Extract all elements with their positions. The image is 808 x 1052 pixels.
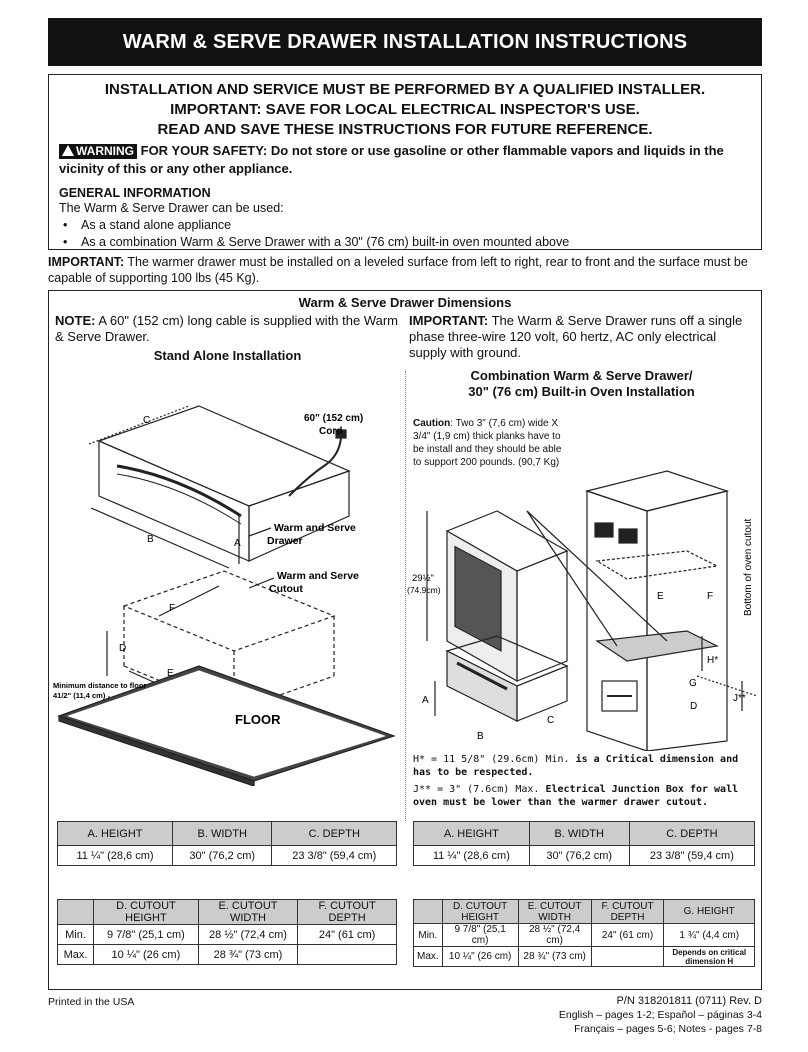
- electrical-note: [409, 313, 754, 361]
- table-header: A. HEIGHT: [58, 822, 173, 846]
- headline-2: IMPORTANT: SAVE FOR LOCAL ELECTRICAL INSPECTOR'S USE.: [170, 101, 640, 118]
- list-item: • As a combination Warm & Serve Drawer with a 30" (76 cm) built-in oven mounted above: [59, 234, 751, 251]
- note-label: NOTE:: [55, 313, 96, 328]
- dimensions-title: Warm & Serve Drawer Dimensions: [298, 295, 512, 310]
- table-row: [58, 846, 397, 866]
- right-cutout-table: [413, 899, 755, 967]
- cabinet-side: [647, 491, 727, 751]
- general-info-intro: The Warm & Serve Drawer can be used:: [59, 201, 284, 215]
- combo-label-b: B: [477, 731, 484, 742]
- electrical-label: IMPORTANT:: [409, 313, 489, 328]
- language-pages-1: English – pages 1-2; Español – páginas 3-4: [558, 1009, 762, 1021]
- table-cell: 30" (76,2 cm): [173, 846, 272, 866]
- list-item: • As a stand alone appliance: [59, 217, 751, 234]
- dim-line-c: [89, 406, 189, 444]
- table-row: [414, 947, 755, 967]
- label-c: C: [143, 415, 151, 426]
- table-header: E. CUTOUT WIDTH: [198, 900, 297, 925]
- drawer-handle-lower: [117, 474, 241, 524]
- table-header: F. CUTOUT DEPTH: [591, 900, 664, 924]
- table-cell: 9 7/8" (25,1 cm): [442, 924, 518, 947]
- combo-label-e: E: [657, 591, 664, 602]
- cutout-opening: [597, 551, 717, 579]
- caution-text: : Two 3" (7,6 cm) wide X 3/4" (1,9 cm) thick planks have to be install and they should be able to support 200 pounds. (90,7 Kg): [413, 418, 562, 468]
- support-planks: [597, 631, 717, 661]
- footer-printed: Printed in the USA: [48, 996, 135, 1008]
- drawer-side: [249, 471, 349, 561]
- warning-triangle-icon: [62, 145, 74, 156]
- row-label: Min.: [58, 925, 94, 945]
- table-cell: 11 ¼" (28,6 cm): [414, 846, 530, 866]
- table-header: A. HEIGHT: [414, 822, 530, 846]
- safety-box: [48, 74, 762, 250]
- table-cell: 30" (76,2 cm): [529, 846, 629, 866]
- table-cell: 28 ¾" (73 cm): [518, 947, 591, 967]
- label-d: D: [119, 643, 127, 654]
- combo-label-j: J**: [733, 693, 746, 704]
- cable-note: [55, 313, 400, 345]
- row-label: Min.: [414, 924, 443, 947]
- headline-1: INSTALLATION AND SERVICE MUST BE PERFORMED BY A QUALIFIED INSTALLER.: [104, 81, 706, 98]
- combo-label-f: F: [707, 591, 714, 602]
- table-cell: 28 ¾" (73 cm): [198, 945, 297, 965]
- cord-line: [289, 438, 341, 496]
- electrical-text: The Warm & Serve Drawer runs off a single phase three-wire 120 volt, 60 hertz, AC only electrical supply with ground.: [409, 313, 743, 360]
- language-pages-2: Français – pages 5-6; Notes - pages 7-8: [574, 1023, 762, 1035]
- footer-info: [559, 994, 762, 1036]
- label-f: F: [169, 603, 176, 614]
- table-cell: 24" (61 cm): [591, 924, 664, 947]
- table-header: E. CUTOUT WIDTH: [518, 900, 591, 924]
- bottom-cutout-label: Bottom of oven cutout: [743, 518, 754, 616]
- h-note: [413, 753, 753, 779]
- row-label: Max.: [58, 945, 94, 965]
- combo-title-line-1: Combination Warm & Serve Drawer/: [470, 368, 693, 383]
- combo-title: [409, 368, 754, 400]
- warning-line: [59, 142, 751, 178]
- table-cell: [298, 945, 397, 965]
- table-header: C. DEPTH: [272, 822, 397, 846]
- row-label: Max.: [414, 947, 443, 967]
- warning-badge: [59, 144, 137, 159]
- headline-3: READ AND SAVE THESE INSTRUCTIONS FOR FUTURE REFERENCE.: [157, 121, 653, 138]
- caution-label: Caution: [413, 418, 451, 429]
- left-cutout-table: [57, 899, 397, 965]
- left-dimension-table: [57, 821, 397, 866]
- combo-label-h: H*: [707, 655, 719, 666]
- cabinet-top: [587, 471, 727, 511]
- stand-alone-title: Stand Alone Installation: [153, 348, 302, 363]
- table-cell: 23 3/8" (59,4 cm): [272, 846, 397, 866]
- cutout-label-2: Cutout: [269, 583, 303, 595]
- right-dimension-table: [413, 821, 755, 866]
- oven-side: [517, 551, 567, 681]
- table-cell: Depends on critical dimension H: [664, 947, 755, 967]
- min-label-2: 41/2" (11,4 cm): [53, 691, 106, 700]
- height-label-2: (74.9cm): [407, 585, 441, 595]
- cabinet-door-right: [619, 529, 637, 543]
- important-level-note: [48, 254, 762, 286]
- table-header-blank: [414, 900, 443, 924]
- table-cell: 23 3/8" (59,4 cm): [629, 846, 754, 866]
- combo-title-line-2: 30" (76 cm) Built-in Oven Installation: [468, 384, 695, 399]
- h-note-bold: is a Critical dimension and has to be respected.: [413, 754, 739, 778]
- combo-label-a: A: [422, 695, 429, 706]
- combo-label-c: C: [547, 715, 555, 726]
- table-row: [414, 924, 755, 947]
- table-header: B. WIDTH: [173, 822, 272, 846]
- stand-alone-diagram: [49, 366, 399, 786]
- drawer-front: [99, 441, 249, 561]
- important-text: The warmer drawer must be installed on a leveled surface from left to right, rear to front and the surface must be capable of supporting 100 lbs (45 Kg).: [48, 255, 748, 285]
- cutout-label-1: Warm and Serve: [277, 570, 359, 582]
- table-cell: 1 ¾" (4,4 cm): [664, 924, 755, 947]
- j-note-prefix: J** = 3" (7.6cm) Max.: [413, 784, 540, 795]
- combo-label-g: G: [689, 678, 697, 689]
- table-header-blank: [58, 900, 94, 925]
- page-banner: WARM & SERVE DRAWER INSTALLATION INSTRUCTIONS: [48, 18, 762, 66]
- table-row: [58, 925, 397, 945]
- table-cell: 11 ¼" (28,6 cm): [58, 846, 173, 866]
- j-note: [413, 783, 753, 809]
- label-e: E: [167, 668, 174, 679]
- h-note-prefix: H* = 11 5/8" (29.6cm) Min.: [413, 754, 570, 765]
- combo-label-d: D: [690, 701, 698, 712]
- dim-line-b: [91, 508, 229, 568]
- table-cell: 9 7/8" (25,1 cm): [94, 925, 199, 945]
- warning-text: FOR YOUR SAFETY: Do not store or use gasoline or other flammable vapors and liquids in the vicinity of this or any other appliance.: [59, 143, 724, 176]
- height-label-1: 29½": [412, 573, 434, 584]
- table-header: B. WIDTH: [529, 822, 629, 846]
- table-header: D. CUTOUT HEIGHT: [94, 900, 199, 925]
- column-divider: [405, 371, 406, 821]
- general-info-title: GENERAL INFORMATION: [59, 186, 211, 200]
- table-cell: 10 ¼" (26 cm): [442, 947, 518, 967]
- label-b: B: [147, 534, 154, 545]
- min-label-1: Minimum distance to floor: [53, 681, 147, 690]
- combo-drawer-side: [517, 666, 567, 721]
- table-cell: [591, 947, 664, 967]
- table-cell: 28 ½" (72,4 cm): [198, 925, 297, 945]
- table-header: D. CUTOUT HEIGHT: [442, 900, 518, 924]
- part-number: P/N 318201811 (0711) Rev. D: [616, 995, 762, 1007]
- table-header: G. HEIGHT: [664, 900, 755, 924]
- combination-diagram: [407, 451, 759, 751]
- table-cell: 28 ½" (72,4 cm): [518, 924, 591, 947]
- floor-label: FLOOR: [235, 712, 281, 727]
- cord-label-1: 60" (152 cm): [304, 413, 364, 424]
- table-cell: 24" (61 cm): [298, 925, 397, 945]
- dimensions-box: [48, 290, 762, 990]
- note-text: A 60" (152 cm) long cable is supplied with the Warm & Serve Drawer.: [55, 313, 399, 344]
- j-note-bold: Electrical Junction Box for wall oven must be lower than the warmer drawer cutout.: [413, 784, 739, 808]
- important-label: IMPORTANT:: [48, 255, 125, 269]
- drawer-label-2: Drawer: [267, 535, 303, 547]
- critical-notes: [413, 753, 753, 809]
- table-row: [414, 846, 755, 866]
- cord-label-2: Cord: [319, 426, 343, 437]
- general-info-list: [59, 217, 751, 251]
- drawer-label-1: Warm and Serve: [274, 522, 356, 534]
- warning-badge-label: WARNING: [76, 144, 134, 158]
- dim-line-f: [159, 586, 219, 616]
- table-header: F. CUTOUT DEPTH: [298, 900, 397, 925]
- label-a: A: [234, 538, 241, 549]
- table-row: [58, 945, 397, 965]
- table-header: C. DEPTH: [629, 822, 754, 846]
- cabinet-door-left: [595, 523, 613, 537]
- table-cell: 10 ¼" (26 cm): [94, 945, 199, 965]
